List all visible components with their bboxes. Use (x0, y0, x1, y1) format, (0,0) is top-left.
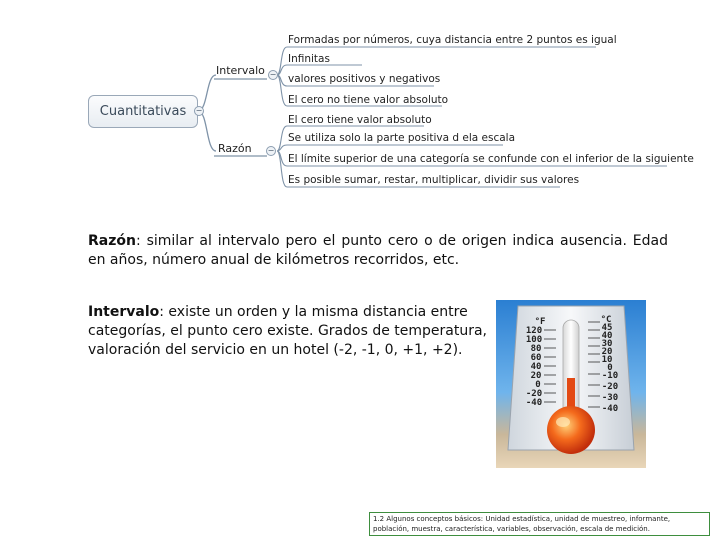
branch-razon-label: Razón (218, 142, 252, 155)
collapse-icon[interactable]: − (267, 146, 275, 155)
f-tick-label: -20 (525, 389, 543, 399)
mind-map (0, 0, 720, 205)
celsius-unit: °C (600, 315, 612, 325)
f-tick-label: 40 (530, 362, 542, 372)
thermometer-image (496, 300, 646, 468)
collapse-icon[interactable]: − (195, 106, 203, 115)
mind-map-root-label: Cuantitativas (99, 104, 187, 119)
collapse-icon[interactable]: − (269, 70, 277, 79)
f-tick-label: 120 (525, 326, 543, 336)
leaf-node: Infinitas (288, 53, 330, 65)
c-tick-label: 45 (601, 323, 613, 333)
c-tick-label: 10 (601, 355, 613, 365)
razon-definition (88, 232, 668, 270)
intervalo-term: Intervalo (88, 304, 160, 320)
leaf-node: Es posible sumar, restar, multiplicar, dividir sus valores (288, 174, 580, 186)
f-tick-label: 100 (525, 335, 543, 345)
c-tick-label: -20 (601, 382, 619, 392)
c-tick-label: -40 (601, 404, 619, 414)
c-tick-label: -30 (601, 393, 619, 403)
f-tick-label: 80 (530, 344, 542, 354)
citation-text: 1.2 Algunos conceptos básicos: Unidad estadística, unidad de muestreo, informante, población, muestra, característica, variables, observación, escala de medición. (373, 515, 671, 533)
f-tick-label: 0 (535, 380, 541, 390)
branch-intervalo-label: Intervalo (216, 64, 265, 77)
fahrenheit-unit: °F (534, 317, 546, 327)
c-tick-label: 30 (601, 339, 613, 349)
f-tick-label: 60 (530, 353, 542, 363)
c-tick-label: 20 (601, 347, 613, 357)
razon-text: : similar al intervalo pero el punto cero o de origen indica ausencia. Edad en años, número anual de kilómetros recorridos, etc. (88, 233, 668, 268)
c-tick-label: 40 (601, 331, 613, 341)
razon-term: Razón (88, 233, 136, 249)
mind-map-root (88, 95, 198, 128)
branch-intervalo (216, 64, 265, 77)
leaf-node: valores positivos y negativos (288, 73, 441, 85)
leaf-node: Formadas por números, cuya distancia entre 2 puntos es igual (288, 34, 617, 46)
intervalo-text: : existe un orden y la misma distancia entre categorías, el punto cero existe. Grados de temperatura, valoración del servicio en un hotel (-2, -1, 0, +1, +2). (88, 304, 488, 358)
intervalo-definition (88, 303, 488, 360)
leaf-node: El límite superior de una categoría se confunde con el inferior de la siguiente (288, 153, 694, 165)
c-tick-label: 0 (607, 363, 613, 373)
leaf-node: El cero tiene valor absoluto (288, 114, 432, 126)
citation-box (369, 512, 710, 536)
leaf-node: Se utiliza solo la parte positiva d ela escala (288, 132, 516, 144)
c-tick-label: -10 (601, 371, 619, 381)
leaf-node: El cero no tiene valor absoluto (288, 94, 449, 106)
f-tick-label: -40 (525, 398, 543, 408)
branch-razon (218, 142, 252, 155)
f-tick-label: 20 (530, 371, 542, 381)
